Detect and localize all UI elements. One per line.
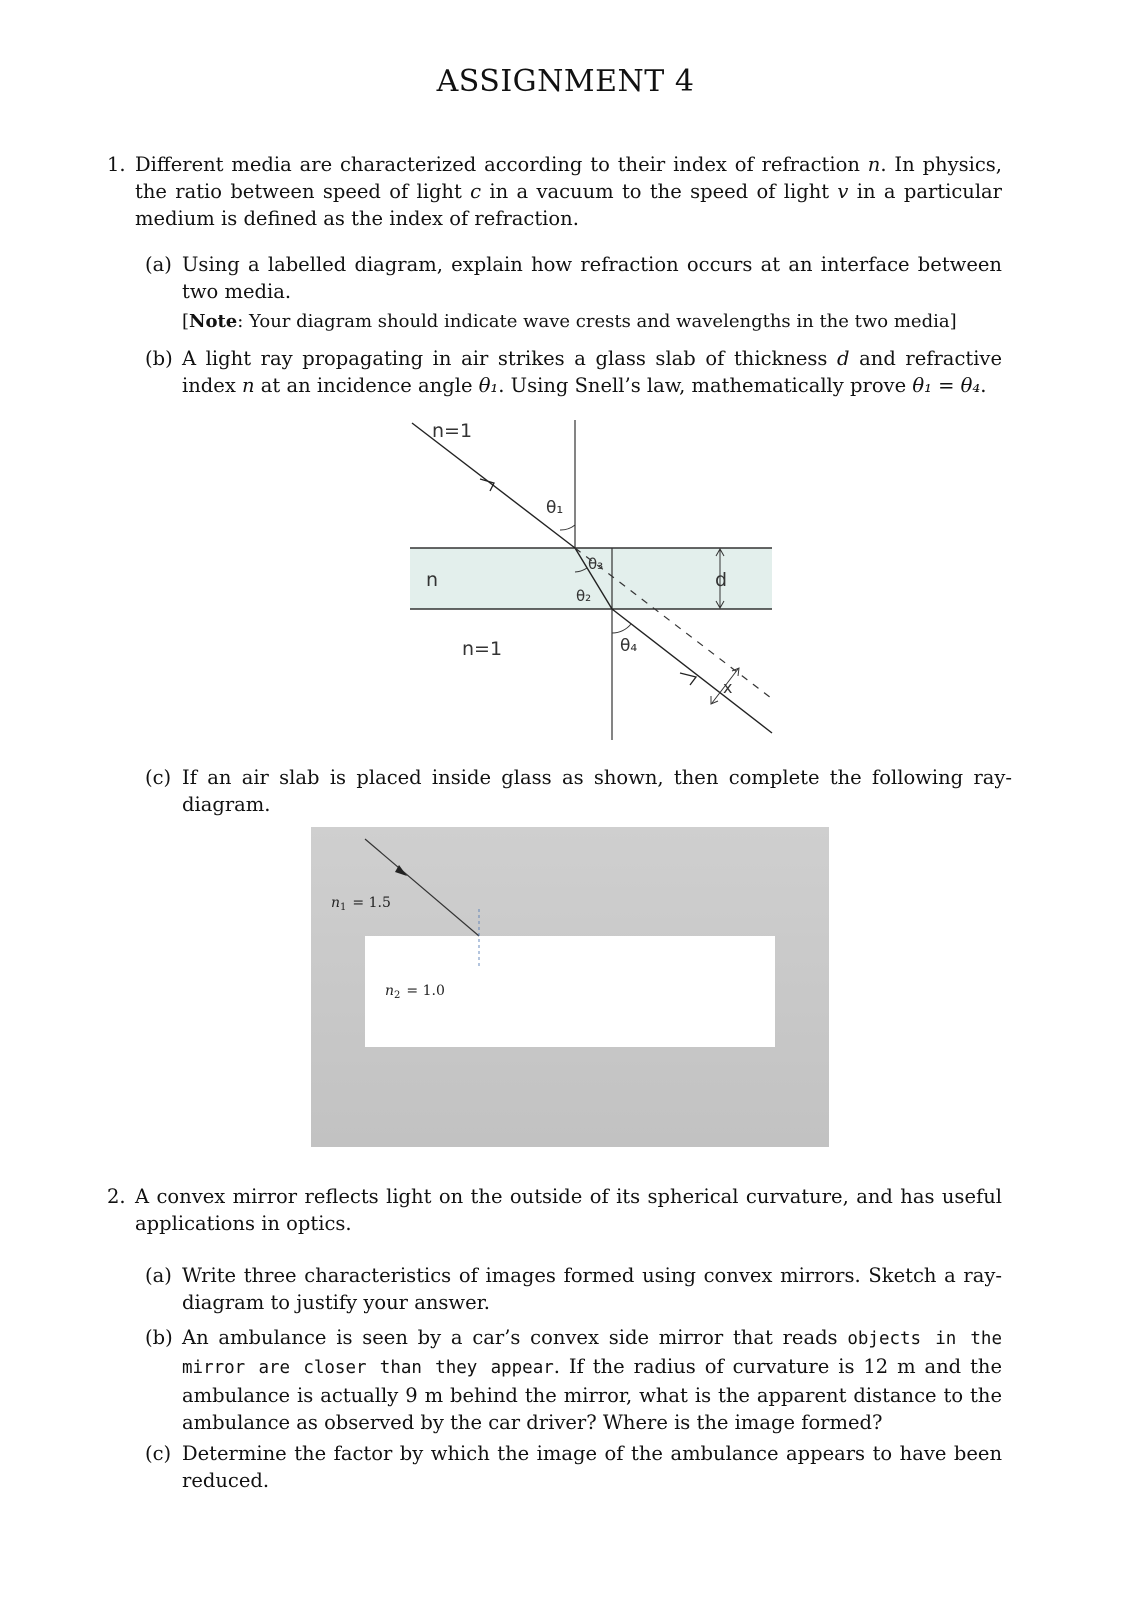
q2b-label: (b)	[145, 1326, 173, 1349]
q1a-label: (a)	[145, 253, 172, 276]
angle-arc-theta1	[560, 525, 575, 530]
q2b-text: An ambulance is seen by a car’s convex side mirror that reads objects in the mirror are closer than they appear. If the radius of curvature is 12 m and the ambulance is actually 9 m behind the mirror, what is the apparent distance to the ambulance as observed by the car driver? Where is the image formed?	[182, 1326, 1003, 1434]
label-n-slab: n	[426, 569, 439, 591]
label-n-top: n=1	[432, 420, 473, 442]
q1b-label: (b)	[145, 347, 173, 370]
glass-slab-diagram	[400, 415, 790, 745]
label-theta3: θ₃	[588, 555, 604, 573]
label-d: d	[715, 569, 728, 591]
q1b-text: A light ray propagating in air strikes a glass slab of thickness d and refractive index n at an incidence angle θ₁. Using Snell’s law, mathematically prove θ₁ = θ₄.	[182, 347, 1002, 397]
q2c-text: Determine the factor by which the image of the ambulance appears to have been reduced.	[182, 1442, 1002, 1492]
n2-label: $n_2 = 1.0$	[385, 983, 445, 1001]
emergent-ray	[612, 609, 772, 733]
arrow-icon	[680, 673, 696, 685]
q2a-label: (a)	[145, 1264, 172, 1287]
q1a-note: [Note: Your diagram should indicate wave crests and wavelengths in the two media]	[182, 311, 957, 332]
q2-intro: A convex mirror reflects light on the outside of its spherical curvature, and has useful applications in optics.	[135, 1185, 1002, 1235]
label-x: x	[723, 678, 733, 697]
air-slab-diagram	[311, 827, 829, 1147]
label-theta2: θ₂	[576, 587, 592, 605]
page-title: ASSIGNMENT 4	[436, 64, 695, 99]
q1-intro: Different media are characterized according to their index of refraction n. In physics, the ratio between speed of light c in a vacuum to the speed of light v in a particular medium is defined as the index of refraction.	[135, 153, 1003, 230]
n1-label: $n_1 = 1.5$	[331, 895, 391, 913]
label-theta1: θ₁	[546, 498, 564, 518]
q2a-text: Write three characteristics of images formed using convex mirrors. Sketch a ray-diagram to justify your answer.	[182, 1264, 1002, 1314]
angle-arc-theta4	[612, 624, 631, 633]
q1c-label: (c)	[145, 766, 172, 789]
q1-number: 1.	[107, 153, 126, 176]
label-theta4: θ₄	[620, 636, 638, 656]
q2-number: 2.	[107, 1185, 126, 1208]
q1a-text: Using a labelled diagram, explain how refraction occurs at an interface between two media.	[182, 253, 1002, 303]
q1c-text: If an air slab is placed inside glass as shown, then complete the following ray-diagram.	[182, 766, 1012, 816]
q2c-label: (c)	[145, 1442, 172, 1465]
label-n-bottom: n=1	[462, 638, 503, 660]
